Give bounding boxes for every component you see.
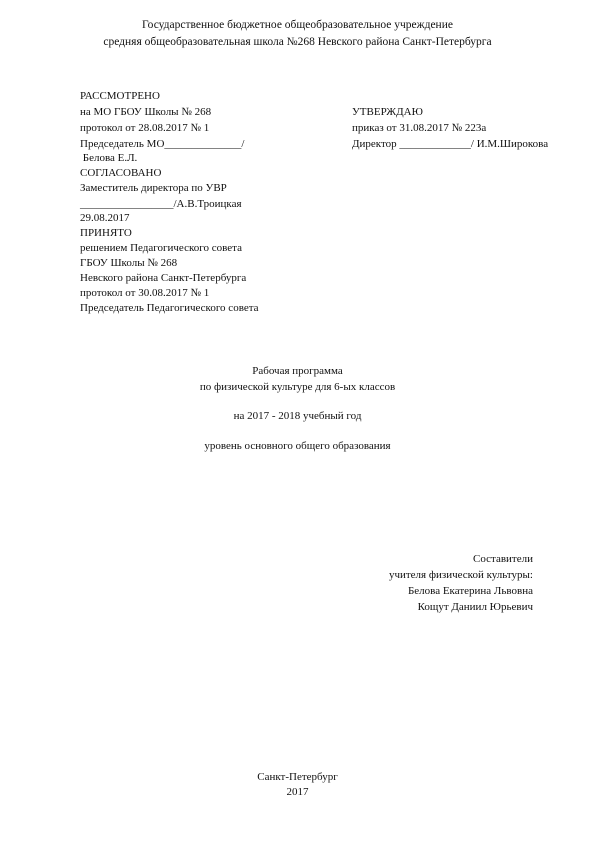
approve-order: приказ от 31.08.2017 № 223а — [352, 122, 487, 134]
director-signature: Директор _____________/ И.М.Широкова — [352, 138, 549, 150]
authors-heading: Составители — [473, 553, 533, 565]
reviewed-heading: РАССМОТРЕНО — [80, 90, 160, 102]
deputy-director: Заместитель директора по УВР — [80, 182, 227, 194]
footer-city: Санкт-Петербург — [257, 771, 338, 783]
accepted-by: решением Педагогического совета — [80, 242, 242, 254]
author-name: Белова Екатерина Львовна — [407, 585, 533, 597]
deputy-signature: _________________/А.В.Троицкая — [80, 198, 242, 210]
accepted-heading: ПРИНЯТО — [80, 227, 132, 239]
reviewed-by: на МО ГБОУ Школы № 268 — [80, 106, 212, 118]
accepted-protocol: протокол от 30.08.2017 № 1 — [80, 287, 210, 299]
author-name: Кощут Даниил Юрьевич — [417, 601, 533, 613]
mo-chair-name: Белова Е.Л. — [80, 152, 138, 164]
institution-name: Государственное бюджетное общеобразовательное учреждение — [142, 19, 453, 31]
accepted-district: Невского района Санкт-Петербурга — [80, 272, 247, 284]
authors-role: учителя физической культуры: — [388, 569, 533, 581]
education-level: уровень основного общего образования — [204, 440, 391, 452]
council-chair: Председатель Педагогического совета — [80, 302, 259, 314]
mo-chair-signature: Председатель МО______________/ — [80, 138, 245, 150]
approve-heading: УТВЕРЖДАЮ — [352, 106, 423, 118]
footer-year: 2017 — [286, 786, 309, 798]
agreed-heading: СОГЛАСОВАНО — [80, 167, 162, 179]
agreed-date: 29.08.2017 — [80, 212, 130, 224]
school-name: средняя общеобразовательная школа №268 Невского района Санкт-Петербурга — [103, 36, 492, 48]
program-subject: по физической культуре для 6-ых классов — [199, 381, 396, 393]
accepted-school: ГБОУ Школы № 268 — [80, 257, 178, 269]
program-title: Рабочая программа — [252, 365, 343, 377]
academic-year: на 2017 - 2018 учебный год — [233, 410, 362, 422]
reviewed-protocol: протокол от 28.08.2017 № 1 — [80, 122, 210, 134]
